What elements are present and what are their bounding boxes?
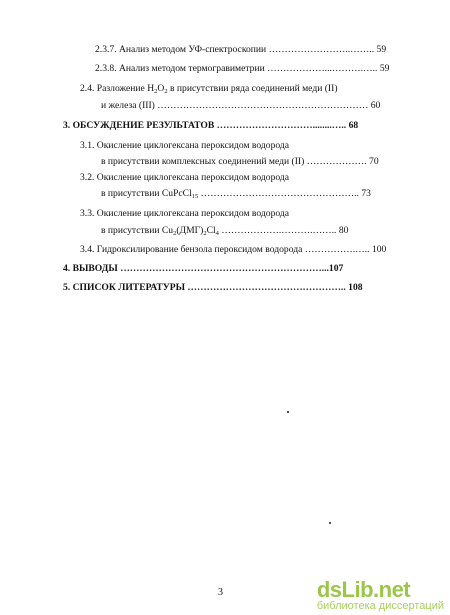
watermark-logo: dsLib.net bbox=[316, 576, 411, 602]
toc-entry-2-4: 2.4. Разложение $H_2O_2$ в присутствии ряда соединений меди (II) bbox=[80, 83, 338, 95]
toc-entry-3: 3. ОБСУЖДЕНИЕ РЕЗУЛЬТАТОВ …………………………........….. 68 bbox=[63, 120, 359, 131]
toc-entry-2-4-cont: и железа (III) ………………………………………………………… 60 bbox=[101, 100, 381, 111]
page-ref: 108 bbox=[348, 282, 363, 293]
page-ref: 107 bbox=[328, 263, 344, 274]
page-ref: 80 bbox=[338, 225, 349, 236]
page-ref: 59 bbox=[376, 44, 387, 55]
watermark-subtitle: библиотека диссертаций bbox=[316, 599, 444, 612]
page-ref: 60 bbox=[370, 100, 381, 111]
toc-entry-3-2-cont: в присутствии CuPcCl$_{15}$ ………………………………………….. 73 bbox=[101, 188, 371, 200]
toc-entry-3-3: 3.3. Окисление циклогексана пероксидом водорода bbox=[80, 208, 290, 219]
page-ref: 100 bbox=[371, 244, 387, 255]
toc-entry-2-3-8: 2.3.8. Анализ методом термогравиметрии ………………...……….….. 59 bbox=[95, 63, 390, 74]
page-ref: 70 bbox=[369, 156, 379, 167]
toc-entry-3-1-cont: в присутствии комплексных соединений меди (II) ………………. 70 bbox=[101, 156, 379, 167]
toc-entry-4: 4. ВЫВОДЫ ………………………………………………………...107 bbox=[63, 263, 344, 274]
page-ref: 59 bbox=[379, 63, 390, 74]
scan-speck bbox=[287, 411, 289, 413]
toc-entry-3-1: 3.1. Окисление циклогексана пероксидом водорода bbox=[80, 140, 290, 151]
toc-entry-5: 5. СПИСОК ЛИТЕРАТУРЫ ………………………………………….. 108 bbox=[63, 282, 363, 293]
page-number: 3 bbox=[218, 587, 223, 598]
toc-entry-3-2: 3.2. Окисление циклогексана пероксидом водорода bbox=[80, 172, 290, 183]
watermark bbox=[316, 576, 444, 612]
scan-speck bbox=[329, 522, 331, 524]
page-ref: 73 bbox=[361, 188, 371, 199]
toc-entry-3-4: 3.4. Гидроксилирование бензола пероксидом водорода …………….….. 100 bbox=[80, 244, 387, 255]
page-ref: 68 bbox=[348, 120, 359, 131]
toc-entry-2-3-7: 2.3.7. Анализ методом УФ-спектроскопии ……………………..…….. 59 bbox=[95, 44, 387, 55]
toc-entry-3-3-cont: в присутствии $Cu_2(ДМГ)_2Cl_4$ ……………….……….…….. 80 bbox=[101, 225, 349, 237]
